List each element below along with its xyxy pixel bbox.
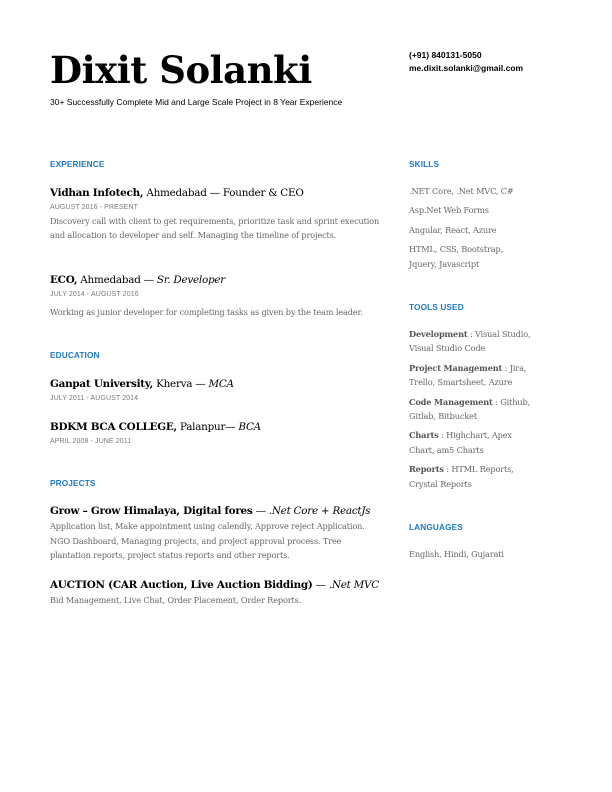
location: Kherva — xyxy=(153,378,209,391)
organization: ECO, xyxy=(50,273,78,286)
entry-title xyxy=(50,578,380,592)
entry-date: APRIL 2008 - JUNE 2011 xyxy=(50,438,132,446)
organization: Vidhan Infotech, xyxy=(50,187,144,199)
entry-date: AUGUST 2016 - PRESENT xyxy=(50,204,138,211)
institution: BDKM BCA COLLEGE, xyxy=(50,421,177,434)
contact-block xyxy=(409,49,523,74)
education-item xyxy=(50,377,380,404)
tool-category: Project Management xyxy=(409,362,503,373)
tool-category: Charts xyxy=(409,430,439,441)
institution: Ganpat University, xyxy=(50,378,154,391)
tech-stack: .Net MVC xyxy=(328,579,379,592)
main-column xyxy=(50,158,380,608)
education-item xyxy=(50,420,380,447)
entry-title xyxy=(50,504,380,518)
entry-description: Working as junior developer for completing tasks as given by the team leader. xyxy=(50,306,363,317)
tool-category: Reports xyxy=(409,464,444,475)
location: Ahmedabad — xyxy=(143,187,223,199)
section-title-experience: EXPERIENCE xyxy=(50,159,105,169)
skill-item: Angular, React, Azure xyxy=(409,224,497,235)
tool-values: : HTML Reports, Crystal Reports xyxy=(409,464,514,489)
tool-values: : Github, Gitlab, Bitbucket xyxy=(409,396,530,422)
phone-number: (+91) 840131-5050 xyxy=(409,50,482,60)
skill-item: HTML, CSS, Bootstrap, Jquery, Javascript xyxy=(409,244,504,269)
tool-item xyxy=(409,361,544,390)
email-address[interactable]: me.dixit.solanki@gmail.com xyxy=(409,62,524,73)
entry-date: JULY 2014 - AUGUST 2016 xyxy=(50,290,139,298)
location: Palanpur— xyxy=(176,421,239,434)
project-item xyxy=(50,504,380,562)
skill-item: .NET Core, .Net MVC, C# xyxy=(409,186,514,196)
separator: — xyxy=(252,505,269,518)
tool-category: Code Management xyxy=(409,396,493,407)
entry-title xyxy=(50,420,380,434)
role: Founder & CEO xyxy=(222,187,304,199)
tool-category: Development xyxy=(409,329,468,340)
tool-item xyxy=(409,462,529,491)
degree: MCA xyxy=(208,378,234,391)
tech-stack: .Net Core + ReactJs xyxy=(268,505,371,518)
role: Sr. Developer xyxy=(156,273,225,286)
candidate-name: Dixit Solanki xyxy=(50,48,312,92)
section-title-languages: LANGUAGES xyxy=(409,522,463,533)
location: Ahmedabad — xyxy=(77,273,157,286)
separator: — xyxy=(312,579,329,592)
entry-description: Discovery call with client to get requirements, prioritize task and sprint execution and allocation to developer and self. Managing the timeline of projects. xyxy=(50,216,380,241)
experience-item xyxy=(50,273,380,319)
tagline: 30+ Successfully Complete Mid and Large Scale Project in 8 Year Experience xyxy=(50,97,343,107)
project-name: AUCTION (CAR Auction, Live Auction Bidding) xyxy=(50,579,313,592)
entry-title xyxy=(50,273,380,287)
tool-item xyxy=(409,395,544,424)
projects-section xyxy=(50,477,380,608)
tool-values: : Visual Studio, Visual Studio Code xyxy=(409,329,531,354)
section-title-projects: PROJECTS xyxy=(50,478,96,489)
entry-title xyxy=(50,377,380,391)
degree: BCA xyxy=(238,421,261,434)
tools-section xyxy=(409,301,549,491)
project-item xyxy=(50,578,380,607)
tool-item xyxy=(409,428,521,457)
section-title-skills: SKILLS xyxy=(409,159,440,169)
skill-item: Asp.Net Web Forms xyxy=(409,205,489,216)
entry-date: JULY 2011 - AUGUST 2014 xyxy=(50,395,139,403)
section-title-education: EDUCATION xyxy=(50,350,100,361)
languages-section xyxy=(409,521,549,561)
tool-item xyxy=(409,327,544,356)
entry-title xyxy=(50,186,380,200)
section-title-tools: TOOLS USED xyxy=(409,302,464,313)
tool-values: : Highchart, Apex Chart, am5 Charts xyxy=(409,430,512,455)
project-name: Grow – Grow Himalaya, Digital fores xyxy=(50,505,253,518)
experience-item xyxy=(50,186,380,243)
languages-list: English, Hindi, Gujarati xyxy=(409,549,504,560)
tool-values: : Jira, Trello, Smartsheet, Azure xyxy=(409,362,527,388)
entry-description: Application list, Make appointment using calendly, Approve reject Application. NGO Dashboard, Managing projects, and project approval process. Tree plantation reports, project status reports and other reports. xyxy=(50,521,365,561)
education-section xyxy=(50,349,380,447)
skills-section xyxy=(409,158,549,271)
experience-section xyxy=(50,158,380,319)
side-column xyxy=(409,158,549,562)
entry-description: Bid Management, Live Chat, Order Placement, Order Reports. xyxy=(50,595,302,606)
